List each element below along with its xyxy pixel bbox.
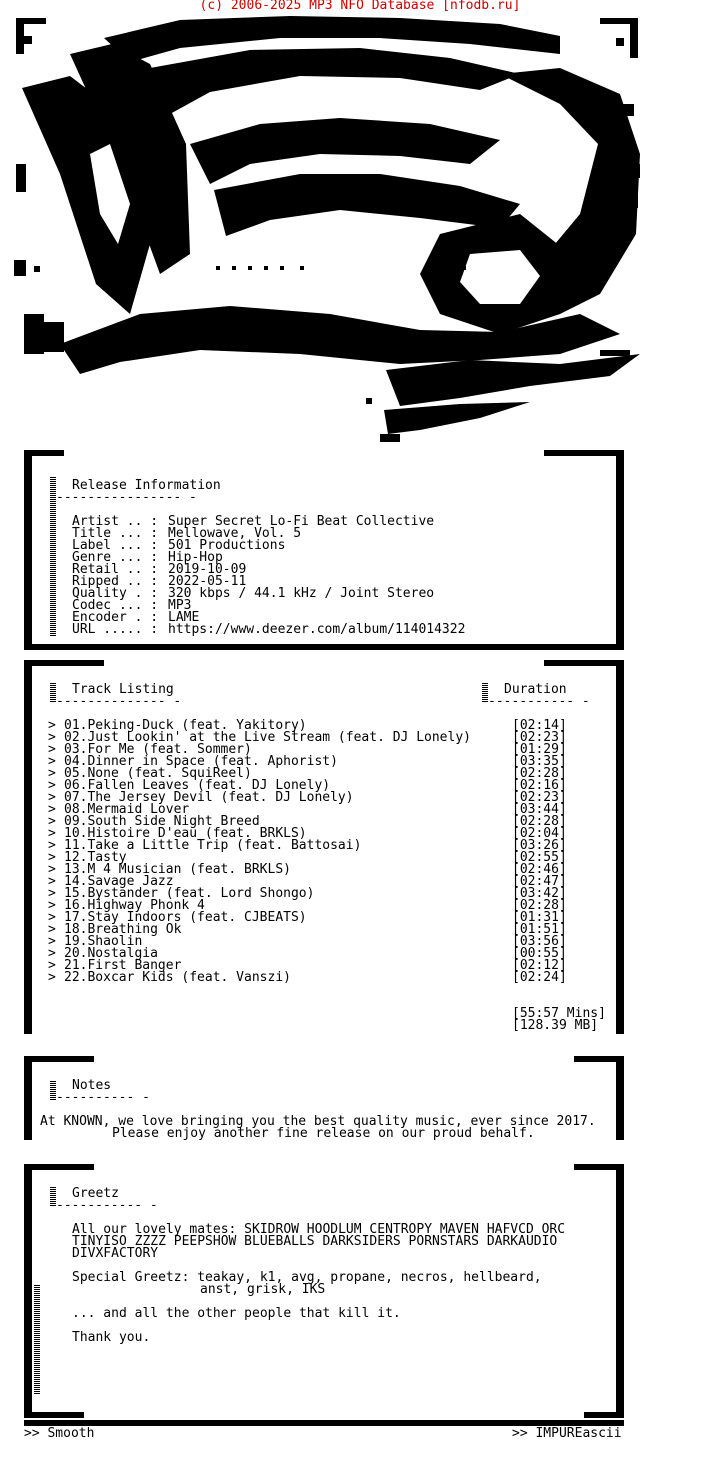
track-bullet: >: [48, 742, 56, 757]
track-title: 07.The Jersey Devil (feat. DJ Lonely): [64, 790, 354, 805]
track-bullet: >: [48, 898, 56, 913]
track-title: 09.South Side Night Breed: [64, 814, 260, 829]
track-bullet: >: [48, 754, 56, 769]
track-bullet: >: [48, 886, 56, 901]
release-field-label: Label ... :: [72, 538, 159, 553]
tracks-heading: Track Listing: [72, 682, 174, 697]
greetz-special-1: Special Greetz: teakay, k1, avg, propane, necros, hellbeard,: [72, 1270, 542, 1285]
track-duration: [03:44]: [512, 802, 567, 817]
track-title: 05.None (feat. SquiReel): [64, 766, 252, 781]
release-field-label: URL ..... :: [72, 622, 159, 637]
track-duration: [02:16]: [512, 778, 567, 793]
track-bullet: >: [48, 790, 56, 805]
release-field-value: MP3: [168, 598, 192, 613]
track-bullet: >: [48, 850, 56, 865]
track-bullet: >: [48, 862, 56, 877]
track-duration: [02:24]: [512, 970, 567, 985]
release-field-value: 501 Productions: [168, 538, 286, 553]
release-field-value: LAME: [168, 610, 200, 625]
track-listing-panel: Track Listing Duration -------------- - ----------- - > 01.Peking-Duck (feat. Yakitory) [02:14] > 02.Just Lookin' at the Live Stream (feat. DJ Lonely) [02:23] > 03.For Me (feat. Sommer) [01:29] > 04.Dinner in Space (feat. Aphorist) [03:35] > 05.None (feat. SquiReel) [02:28] > 06.Fallen Leaves (feat. DJ Lonely) [02:16] > 07.The Jersey Devil (feat. DJ Lonely) [02:23] > 08.Mermaid Lover [03:44] > 09.South Side Night Breed [02:28] > 10.Histoire D'eau (feat. BRKLS) [02:04] > 11.Take a Little Trip (feat. Battosai) [03:26] > 12.Tasty [02:55] > 13.M 4 Musician (feat. BRKLS) [02:46] > 14.Savage Jazz [02:47] > 15.Bystander (feat. Lord Shongo) [03:42] > 16.Highway Phonk 4 [02:28] > 17.Stay Indoors (feat. CJBEATS) [01:31] > 18.Breathing Ok [01:51] > 19.Shaolin [03:56] > 20.Nostalgia [00:55] > 21.First Banger [02:12] > 22.Boxcar Kids (feat. Vanszi) [02:24] [55:57 Mins] [128.39 MB]: [24, 660, 624, 1034]
greetz-mates-1: All our lovely mates: SKIDROW HOODLUM CENTROPY MAVEN HAFVCD ORC: [72, 1222, 566, 1237]
track-title: 19.Shaolin: [64, 934, 143, 949]
release-field-value: 320 kbps / 44.1 kHz / Joint Stereo: [168, 586, 435, 601]
track-bullet: >: [48, 718, 56, 733]
total-time: [55:57 Mins]: [512, 1006, 606, 1021]
track-duration: [02:23]: [512, 730, 567, 745]
duration-heading: Duration: [504, 682, 567, 697]
copyright-banner: (c) 2006-2025 MP3 NFO Database [nfodb.ru]: [199, 0, 521, 13]
track-duration: [02:23]: [512, 790, 567, 805]
release-field-value: Mellowave, Vol. 5: [168, 526, 302, 541]
release-field-label: Genre ... :: [72, 550, 159, 565]
notes-line-1: At KNOWN, we love bringing you the best quality music, ever since 2017.: [40, 1114, 596, 1129]
track-bullet: >: [48, 970, 56, 985]
track-title: 04.Dinner in Space (feat. Aphorist): [64, 754, 338, 769]
release-field-label: Retail .. :: [72, 562, 159, 577]
track-title: 10.Histoire D'eau (feat. BRKLS): [64, 826, 307, 841]
release-field-value: Hip-Hop: [168, 550, 223, 565]
release-field-label: Artist .. :: [72, 514, 159, 529]
track-duration: [02:46]: [512, 862, 567, 877]
track-duration: [02:28]: [512, 898, 567, 913]
release-field-label: Codec ... :: [72, 598, 159, 613]
greetz-panel: Greetz ----------- - All our lovely mates: SKIDROW HOODLUM CENTROPY MAVEN HAFVCD ORC TINYISO ZZZZ PEEPSHOW BLUEBALLS DARKSIDERS PORNSTARS DARKAUDIO DIVXFACTORY Special Greetz: teakay, k1, avg, propane, necros, hellbeard, anst, grisk, IKS ... and all the other people that kill it. Thank you.: [24, 1164, 624, 1418]
track-duration: [02:47]: [512, 874, 567, 889]
track-title: 12.Tasty: [64, 850, 127, 865]
release-field-label: Title ... :: [72, 526, 159, 541]
track-duration: [03:35]: [512, 754, 567, 769]
track-bullet: >: [48, 946, 56, 961]
release-info-panel: Release Information ---------------- - Artist .. : Super Secret Lo-Fi Beat Collective Title ... : Mellowave, Vol. 5 Label ... : 501 Productions Genre ... : Hip-Hop Retail .. : 2019-10-09 Ripped .. : 2022-05-11 Quality . : 320 kbps / 44.1 kHz / Joint Stereo Codec ... : MP3 Encoder . : LAME URL ..... : https://www.deezer.com/album/114014322: [24, 450, 624, 650]
track-duration: [01:51]: [512, 922, 567, 937]
track-duration: [00:55]: [512, 946, 567, 961]
track-duration: [03:56]: [512, 934, 567, 949]
track-title: 18.Breathing Ok: [64, 922, 182, 937]
track-duration: [01:31]: [512, 910, 567, 925]
release-field-label: Quality . :: [72, 586, 159, 601]
track-title: 08.Mermaid Lover: [64, 802, 190, 817]
notes-heading: Notes: [72, 1078, 112, 1093]
track-title: 11.Take a Little Trip (feat. Battosai): [64, 838, 362, 853]
track-duration: [02:28]: [512, 814, 567, 829]
track-duration: [03:26]: [512, 838, 567, 853]
track-duration: [02:55]: [512, 850, 567, 865]
greetz-others: ... and all the other people that kill it.: [72, 1306, 401, 1321]
track-bullet: >: [48, 802, 56, 817]
footer-right: >> IMPUREascii: [512, 1426, 622, 1441]
track-bullet: >: [48, 826, 56, 841]
track-duration: [01:29]: [512, 742, 567, 757]
track-bullet: >: [48, 958, 56, 973]
greetz-thanks: Thank you.: [72, 1330, 151, 1345]
artist-tag: sM: [576, 82, 591, 96]
greetz-heading: Greetz: [72, 1186, 119, 1201]
greetz-special-2: anst, grisk, IKS: [200, 1282, 326, 1297]
release-field-value: https://www.deezer.com/album/114014322: [168, 622, 466, 637]
ascii-art-logo: [0, 14, 720, 444]
greetz-mates-3: DIVXFACTORY: [72, 1246, 159, 1261]
track-duration: [02:14]: [512, 718, 567, 733]
notes-line-2: Please enjoy another fine release on our proud behalf.: [112, 1126, 535, 1141]
track-title: 02.Just Lookin' at the Live Stream (feat. DJ Lonely): [64, 730, 471, 745]
track-title: 20.Nostalgia: [64, 946, 158, 961]
track-bullet: >: [48, 922, 56, 937]
track-duration: [02:12]: [512, 958, 567, 973]
track-bullet: >: [48, 910, 56, 925]
track-title: 17.Stay Indoors (feat. CJBEATS): [64, 910, 307, 925]
track-title: 15.Bystander (feat. Lord Shongo): [64, 886, 315, 901]
track-bullet: >: [48, 874, 56, 889]
track-duration: [02:04]: [512, 826, 567, 841]
release-field-label: Encoder . :: [72, 610, 159, 625]
track-bullet: >: [48, 838, 56, 853]
track-bullet: >: [48, 778, 56, 793]
release-field-value: 2022-05-11: [168, 574, 247, 589]
notes-panel: Notes ---------- - At KNOWN, we love bringing you the best quality music, ever since 2017. Please enjoy another fine release on our proud behalf.: [24, 1056, 624, 1140]
track-title: 03.For Me (feat. Sommer): [64, 742, 252, 757]
release-heading: Release Information: [72, 478, 221, 493]
greetz-mates-2: TINYISO ZZZZ PEEPSHOW BLUEBALLS DARKSIDERS PORNSTARS DARKAUDIO: [72, 1234, 558, 1249]
track-bullet: >: [48, 766, 56, 781]
total-size: [128.39 MB]: [512, 1018, 599, 1033]
release-field-label: Ripped .. :: [72, 574, 159, 589]
track-title: 14.Savage Jazz: [64, 874, 174, 889]
release-field-value: Super Secret Lo-Fi Beat Collective: [168, 514, 435, 529]
footer-left: >> Smooth: [24, 1426, 95, 1441]
track-title: 01.Peking-Duck (feat. Yakitory): [64, 718, 307, 733]
track-title: 16.Highway Phonk 4: [64, 898, 205, 913]
track-duration: [03:42]: [512, 886, 567, 901]
track-title: 21.First Banger: [64, 958, 182, 973]
track-bullet: >: [48, 814, 56, 829]
release-field-value: 2019-10-09: [168, 562, 247, 577]
track-bullet: >: [48, 730, 56, 745]
track-title: 13.M 4 Musician (feat. BRKLS): [64, 862, 291, 877]
track-bullet: >: [48, 934, 56, 949]
track-title: 06.Fallen Leaves (feat. DJ Lonely): [64, 778, 331, 793]
track-duration: [02:28]: [512, 766, 567, 781]
track-title: 22.Boxcar Kids (feat. Vanszi): [64, 970, 291, 985]
